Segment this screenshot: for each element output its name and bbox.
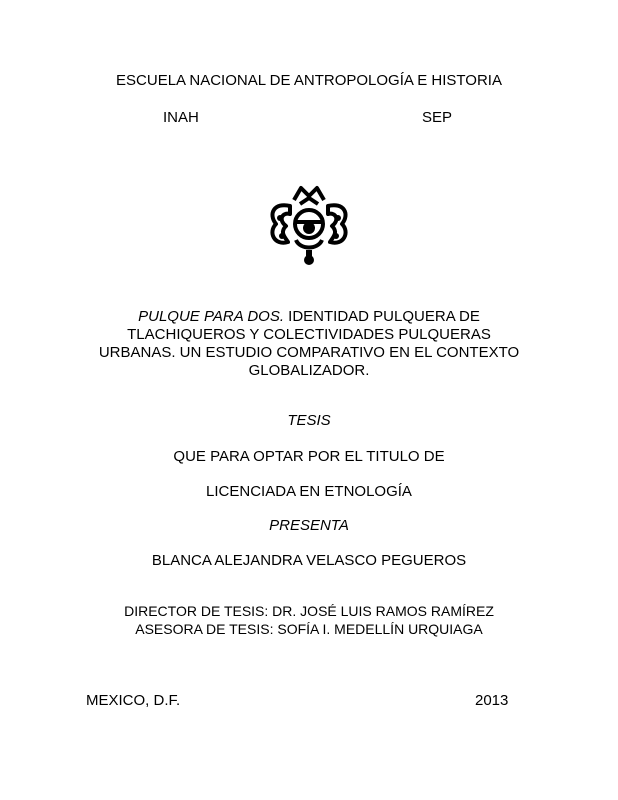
author-name: BLANCA ALEJANDRA VELASCO PEGUEROS — [151, 552, 467, 569]
thesis-title-line-4: GLOBALIZADOR. — [248, 362, 370, 379]
thesis-advisor: ASESORA DE TESIS: SOFÍA I. MEDELLÍN URQUIAGA — [135, 621, 483, 637]
degree-name: LICENCIADA EN ETNOLOGÍA — [206, 483, 412, 500]
org-sep: SEP — [422, 109, 453, 126]
thesis-title-line-2: TLACHIQUEROS Y COLECTIVIDADES PULQUERAS — [127, 326, 491, 343]
year: 2013 — [475, 692, 509, 709]
degree-purpose: QUE PARA OPTAR POR EL TITULO DE — [173, 448, 445, 465]
thesis-director: DIRECTOR DE TESIS: DR. JOSÉ LUIS RAMOS RAMÍREZ — [124, 603, 494, 619]
thesis-label: TESIS — [287, 412, 331, 429]
title-italic-part: PULQUE PARA DOS. — [138, 308, 284, 325]
thesis-title-line-3: URBANAS. UN ESTUDIO COMPARATIVO EN EL CONTEXTO — [98, 344, 520, 361]
place: MEXICO, D.F. — [86, 692, 181, 709]
org-inah: INAH — [163, 109, 199, 126]
enah-aztec-glyph-icon — [264, 184, 354, 270]
presents-label: PRESENTA — [269, 517, 349, 534]
title-line-1-rest: IDENTIDAD PULQUERA DE — [284, 308, 480, 325]
school-name: ESCUELA NACIONAL DE ANTROPOLOGÍA E HISTORIA — [116, 72, 502, 89]
thesis-title-line-1 — [0, 308, 618, 325]
